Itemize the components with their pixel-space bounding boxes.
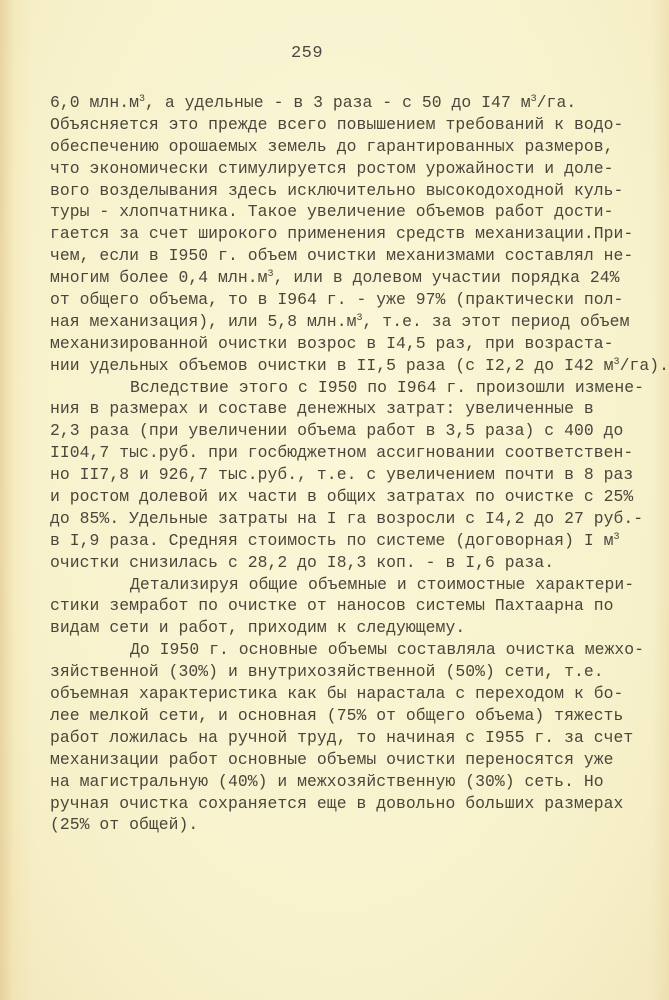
text-line [50, 311, 630, 333]
text-run: туры - хлопчатника. Такое увеличение объемов работ дости- [50, 202, 614, 222]
text-run: зяйственной (30%) и внутрихозяйственной (50%) сети, т.е. [50, 662, 604, 682]
text-line [50, 617, 610, 639]
text-run: (25% от общей). [50, 815, 199, 835]
paragraph-first-line [50, 639, 645, 661]
text-line [50, 727, 634, 749]
text-run: , или в долевом участии порядка 24% [273, 268, 620, 288]
text-run: обеспечению орошаемых земель до гарантированных размеров, [50, 136, 614, 156]
text-line [50, 398, 610, 420]
text-run: 2,3 раза (при увеличении объема работ в 3,5 раза) с 400 до [50, 421, 624, 441]
text-line [50, 420, 624, 442]
text-run: гается за счет широкого применения средств механизации.При- [50, 224, 634, 244]
text-run: II04,7 тыс.руб. при госбюджетном ассигновании соответствен- [50, 443, 634, 463]
text-line [50, 793, 624, 815]
text-run: /га). [619, 355, 669, 375]
text-run: ная механизация), или 5,8 млн.м [50, 311, 357, 331]
text-run: /га. [536, 93, 577, 112]
text-line [50, 92, 610, 114]
text-line [50, 705, 624, 727]
text-run: ручная очистка сохраняется еще в довольно больших размерах [50, 793, 624, 813]
text-run: Детализируя общие объемные и стоимостные характери- [130, 574, 635, 594]
text-line [50, 442, 634, 464]
page-number: 259 [290, 44, 324, 63]
text-line [50, 771, 610, 793]
superscript: 3 [613, 356, 620, 368]
text-line [50, 158, 614, 180]
text-run: объемная характеристика как бы нарастала с переходом к бо- [50, 684, 624, 704]
superscript: 3 [356, 312, 363, 324]
paragraph-first-line [50, 377, 645, 399]
text-run: механизации работ основные объемы очистки переносятся уже [50, 749, 614, 769]
text-line [50, 508, 644, 530]
text-line [50, 180, 624, 202]
text-run: , а удельные - в 3 раза - с 50 до I47 м [145, 93, 531, 112]
text-run: и ростом долевой их части в общих затратах по очистке с 25% [50, 487, 634, 507]
text-line [50, 333, 614, 355]
text-run: вого возделывания здесь исключительно высокодоходной куль- [50, 180, 624, 200]
paragraph-first-line [50, 574, 635, 596]
text-run: стики земработ по очистке от наносов системы Пахтаарна по [50, 596, 614, 616]
text-line [50, 267, 620, 289]
text-line [50, 355, 669, 377]
text-line [50, 661, 610, 683]
text-line [50, 464, 634, 486]
text-line [50, 814, 610, 836]
text-line [50, 245, 634, 267]
text-line [50, 530, 620, 552]
text-run: лее мелкой сети, и основная (75% от общего объема) тяжесть [50, 705, 624, 725]
text-line [50, 223, 634, 245]
text-run: механизированной очистки возрос в I4,5 раз, при возраста- [50, 333, 614, 353]
text-run: работ ложилась на ручной труд, то начиная с I955 г. за счет [50, 727, 634, 747]
text-run: ния в размерах и составе денежных затрат: увеличенные в [50, 399, 594, 419]
text-run: многим более 0,4 млн.м [50, 268, 268, 288]
text-run: , т.е. за этот период объем [362, 311, 630, 331]
text-line [50, 595, 614, 617]
text-line [50, 201, 614, 223]
text-line [50, 136, 614, 158]
superscript: 3 [530, 94, 537, 105]
text-run: что экономически стимулируется ростом урожайности и доле- [50, 158, 614, 178]
text-line [50, 486, 634, 508]
body-text [50, 92, 669, 836]
superscript: 3 [613, 531, 620, 543]
text-line [50, 683, 624, 705]
text-run: Вследствие этого с I950 по I964 г. произошли измене- [130, 377, 645, 397]
text-run: на магистральную (40%) и межхозяйственную (30%) сеть. Но [50, 771, 604, 791]
text-line [50, 552, 610, 574]
superscript: 3 [138, 94, 146, 105]
text-run: до 85%. Удельные затраты на I га возросли с I4,2 до 27 руб.- [50, 508, 644, 528]
text-run: Объясняется это прежде всего повышением требований к водо- [50, 114, 624, 134]
text-run: в I,9 раза. Средняя стоимость по системе (договорная) I м [50, 530, 614, 550]
text-run: от общего объема, то в I964 г. - уже 97% (практически пол- [50, 290, 624, 310]
text-line [50, 289, 624, 311]
text-run: чем, если в I950 г. объем очистки механизмами составлял не- [50, 246, 634, 266]
text-run: но II7,8 и 926,7 тыс.руб., т.е. с увеличением почти в 8 раз [50, 465, 634, 485]
text-run: 6,0 млн.м [50, 93, 139, 112]
superscript: 3 [267, 269, 274, 281]
text-run: очистки снизилась с 28,2 до I8,3 коп. - в I,6 раза. [50, 552, 555, 572]
text-run: видам сети и работ, приходим к следующему. [50, 618, 466, 638]
text-run: До I950 г. основные объемы составляла очистка межхо- [130, 640, 645, 660]
text-line [50, 749, 614, 771]
text-line [50, 114, 624, 136]
text-run: нии удельных объемов очистки в II,5 раза (с I2,2 до I42 м [50, 355, 614, 375]
